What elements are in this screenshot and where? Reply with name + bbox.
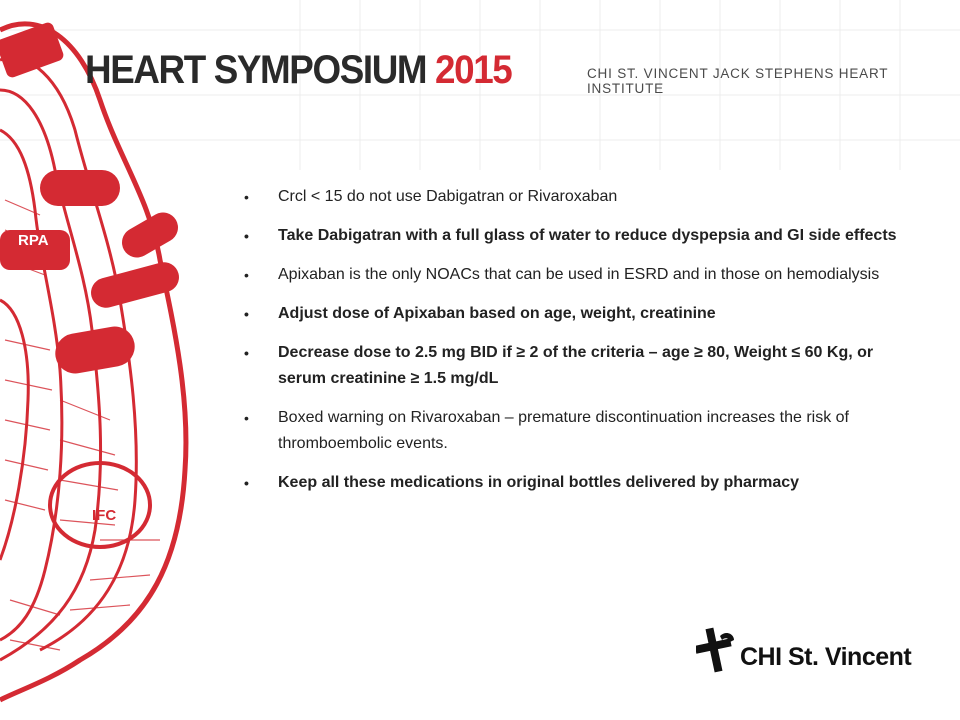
bullet-item: • Take Dabigatran with a full glass of water to reduce dyspepsia and GI side effects (244, 223, 904, 249)
title-main: HEART SYMPOSIUM (85, 48, 427, 92)
institute-name: CHI ST. VINCENT JACK STEPHENS HEART INSTITUTE (587, 66, 889, 96)
bullet-list (244, 184, 904, 509)
label-rpa: RPA (18, 232, 49, 249)
symposium-title (85, 50, 511, 90)
label-ifc: IFC (92, 507, 117, 524)
title-year: 2015 (435, 48, 512, 92)
bullet-item: • Boxed warning on Rivaroxaban – premature discontinuation increases the risk of thromboembolic events. (244, 405, 904, 457)
heart-illustration (0, 0, 240, 720)
bullet-item: • Decrease dose to 2.5 mg BID if ≥ 2 of the criteria – age ≥ 80, Weight ≤ 60 Kg, or serum creatinine ≥ 1.5 mg/dL (244, 340, 904, 392)
bullet-item: • Apixaban is the only NOACs that can be used in ESRD and in those on hemodialysis (244, 262, 904, 288)
bullet-item: • Keep all these medications in original bottles delivered by pharmacy (244, 470, 904, 496)
bullet-item: • Crcl < 15 do not use Dabigatran or Rivaroxaban (244, 184, 904, 210)
bullet-item: • Adjust dose of Apixaban based on age, weight, creatinine (244, 301, 904, 327)
chi-logo-text: CHI St. Vincent (740, 643, 912, 671)
